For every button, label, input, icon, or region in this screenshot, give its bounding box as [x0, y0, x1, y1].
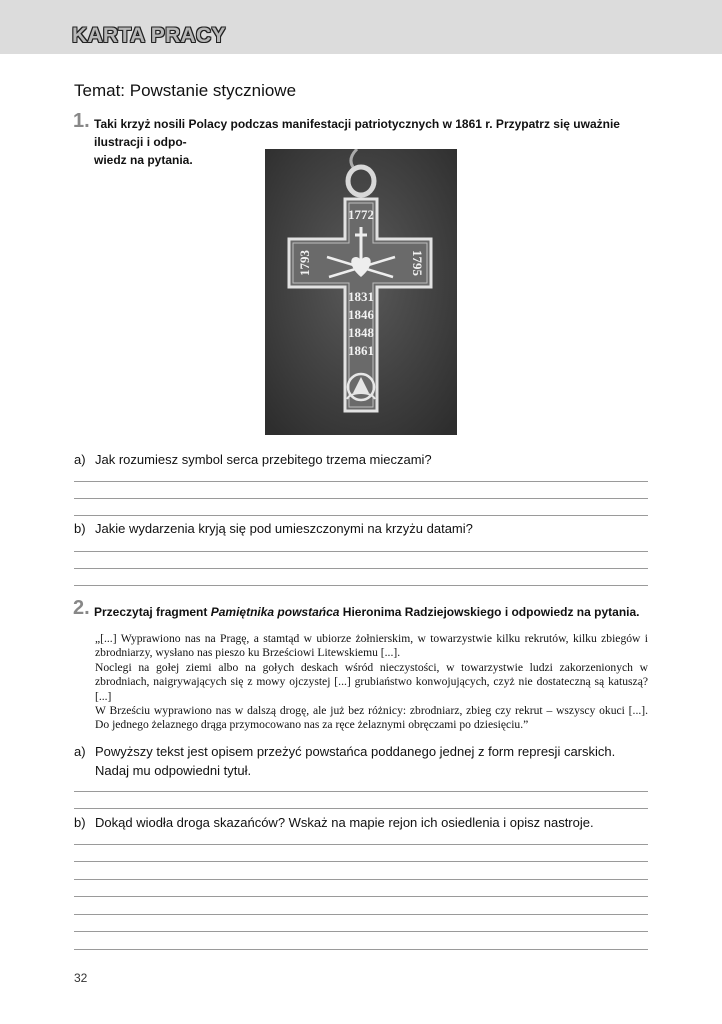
answer-line[interactable]: [74, 551, 648, 552]
page-number: 32: [74, 971, 88, 985]
answer-line[interactable]: [74, 914, 648, 915]
question-2-text-after: Hieronima Radziejowskiego i odpowiedz na pytania.: [339, 605, 640, 619]
question-1a-label: a): [74, 452, 86, 467]
quote-paragraph: „[...] Wyprawiono nas na Pragę, a stamtąd w ubiorze żołnierskim, w towarzystwie kilku rekrutów, kilku zbiegów i zbrodniarzy, wysłano nas pieszo ku Brześciowi Litewskiemu [...].: [95, 632, 648, 660]
question-1b-text: Jakie wydarzenia kryją się pod umieszczonymi na krzyżu datami?: [95, 521, 473, 536]
question-2a-label: a): [74, 744, 86, 759]
question-2b: [74, 813, 594, 832]
cross-date-stack: 1861: [348, 343, 374, 358]
question-2b-text: Dokąd wiodła droga skazańców? Wskaż na mapie rejon ich osiedlenia i opisz nastroje.: [95, 815, 594, 830]
question-2b-label: b): [74, 815, 86, 830]
cross-illustration: [265, 149, 457, 435]
answer-line[interactable]: [74, 481, 648, 482]
answer-line[interactable]: [74, 949, 648, 950]
answer-line[interactable]: [74, 844, 648, 845]
cross-date-stack: 1848: [348, 325, 374, 340]
cross-date-top: 1772: [348, 207, 374, 222]
question-1b-label: b): [74, 521, 86, 536]
question-2-text: [94, 603, 654, 621]
cross-date-stack: 1846: [348, 307, 374, 322]
question-1-text-line2: wiedz na pytania.: [94, 153, 193, 167]
answer-line[interactable]: [74, 515, 648, 516]
quote-paragraph: Noclegi na gołej ziemi albo na gołych deskach wśród nieczystości, w towarzystwie ludzi zakorzenionych w zbrodniach, naigrywających się z mowy ojczystej [...] grubiaństwo konwojujących, czyż nie dostateczną są katuszą? [...]: [95, 660, 648, 703]
cross-date-right: 1795: [410, 250, 425, 276]
answer-line[interactable]: [74, 931, 648, 932]
question-2-source-title: Pamiętnika powstańca: [210, 605, 340, 619]
question-2a-text: Powyższy tekst jest opisem przeżyć powstańca poddanego jednej z form represji carskich. Nadaj mu odpowiedni tytuł.: [95, 744, 616, 778]
answer-line[interactable]: [74, 791, 648, 792]
question-1-number: 1.: [73, 110, 90, 132]
cross-date-left: 1793: [297, 250, 312, 276]
answer-line[interactable]: [74, 896, 648, 897]
question-2-number: 2.: [73, 597, 90, 619]
answer-line[interactable]: [74, 861, 648, 862]
question-1a: [74, 450, 432, 469]
memoir-quote: [95, 632, 648, 733]
answer-line[interactable]: [74, 808, 648, 809]
question-2a: [74, 742, 650, 780]
question-1a-text: Jak rozumiesz symbol serca przebitego trzema mieczami?: [95, 452, 432, 467]
answer-line[interactable]: [74, 568, 648, 569]
question-2-text-before: Przeczytaj fragment: [94, 605, 211, 619]
answer-line[interactable]: [74, 585, 648, 586]
worksheet-title: KARTA PRACY: [72, 24, 226, 47]
answer-line[interactable]: [74, 879, 648, 880]
answer-line[interactable]: [74, 498, 648, 499]
question-1-text-line1: Taki krzyż nosili Polacy podczas manifestacji patriotycznych w 1861 r. Przypatrz się uważnie ilustracji i odpo-: [94, 117, 620, 149]
cross-photo: [265, 149, 457, 435]
quote-paragraph: W Brześciu wyprawiono nas w dalszą drogę, ale już bez różnicy: zbrodniarz, zbieg czy rekrut – wszyscy okuci [...]. Do jednego żelaznego drąga przymocowano nas za ręce żelaznymi obręczami po dziesięciu.”: [95, 704, 648, 732]
cross-date-stack: 1831: [348, 289, 374, 304]
topic-heading: Temat: Powstanie styczniowe: [74, 81, 297, 100]
question-1b: [74, 519, 473, 538]
